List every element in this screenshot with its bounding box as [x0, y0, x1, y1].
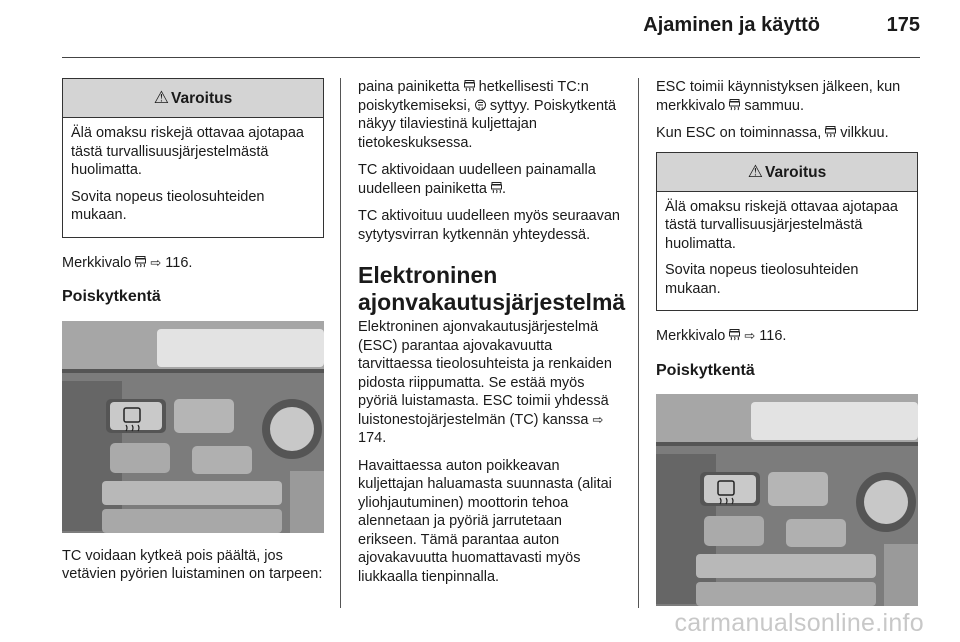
tc-button-illustration — [656, 394, 918, 606]
column-1 — [62, 78, 324, 593]
page-arrow-icon: ⇨ — [744, 328, 756, 343]
warning-triangle-icon: ⚠ — [747, 161, 764, 181]
tc-button-illustration — [62, 321, 324, 533]
traction-control-icon — [464, 80, 475, 92]
traction-control-off-icon — [475, 99, 486, 111]
column-divider — [340, 78, 341, 608]
warning-box — [656, 152, 918, 312]
page-arrow-icon: ⇨ — [592, 411, 604, 427]
watermark: carmanualsonline.info — [674, 609, 924, 637]
warning-title: Varoitus — [765, 163, 827, 181]
paragraph: TC aktivoidaan uudelleen painamalla uudelleen painiketta . — [358, 162, 596, 197]
traction-control-icon — [729, 329, 740, 341]
chapter-title: Ajaminen ja käyttö — [643, 14, 820, 36]
warning-text: Sovita nopeus tieolosuhteiden mukaan. — [71, 188, 265, 223]
caption: TC voidaan kytkeä pois päältä, jos vetävien pyörien luistaminen on tarpeen: — [62, 547, 323, 582]
section-heading: Elektroninen ajonvakautusjärjestelmä — [358, 262, 626, 315]
paragraph: Kun ESC on toiminnassa, vilkkuu. — [656, 125, 889, 141]
warning-title: Varoitus — [171, 90, 233, 107]
warning-text: Älä omaksu riskejä ottavaa ajotapaa tästä turvallisuusjärjestelmästä huolimatta. — [665, 198, 898, 252]
indicator-reference: Merkkivalo ⇨ 116. — [656, 328, 787, 344]
warning-triangle-icon: ⚠ — [153, 88, 170, 107]
paragraph: Elektroninen ajonvakautusjärjestelmä (ESC) parantaa ajovakavuutta tarvittaessa tieolosuhteista ja renkaiden pidosta riippumatta. Se estää myös pyöriä luistamasta. ESC toimii yhdessä luistonestojärjestelmän (TC) kanssa ⇨ 174. — [358, 319, 612, 446]
warning-text: Älä omaksu riskejä ottavaa ajotapaa tästä turvallisuusjärjestelmästä huolimatta. — [71, 125, 304, 178]
traction-control-icon — [825, 126, 836, 138]
column-divider — [638, 78, 639, 608]
indicator-reference: Merkkivalo ⇨ 116. — [62, 254, 193, 271]
page-number: 175 — [886, 14, 920, 36]
warning-header — [657, 153, 917, 192]
subheading: Poiskytkentä — [62, 288, 161, 305]
dashboard-photo — [62, 321, 324, 533]
dashboard-photo — [656, 394, 918, 606]
subheading: Poiskytkentä — [656, 361, 755, 379]
traction-control-icon — [729, 99, 740, 111]
page-arrow-icon: ⇨ — [150, 254, 162, 270]
column-3 — [656, 78, 918, 606]
traction-control-icon — [135, 256, 146, 268]
warning-box — [62, 78, 324, 238]
warning-header — [63, 79, 323, 118]
paragraph: ESC toimii käynnistyksen jälkeen, kun merkkivalo sammuu. — [656, 79, 901, 114]
column-2 — [358, 78, 626, 595]
paragraph: Havaittaessa auton poikkeavan kuljettajan haluamasta suunnasta (alitai yliohjautuminen) moottorin tehoa alennetaan ja pyöriä jarrutetaan erikseen. Tämä parantaa auton ajovakavuutta huomattavasti myös liukkaalla tienpinnalla. — [358, 457, 612, 585]
header-rule — [62, 57, 920, 58]
paragraph: TC aktivoituu uudelleen myös seuraavan sytytysvirran kytkennän yhteydessä. — [358, 208, 620, 243]
warning-text: Sovita nopeus tieolosuhteiden mukaan. — [665, 262, 859, 297]
paragraph: paina painiketta hetkellisesti TC:n poiskytkemiseksi, syttyy. Poiskytkentä näkyy tilaviestinä kuljettajan tietokeskuksessa. — [358, 79, 617, 151]
traction-control-icon — [491, 182, 502, 194]
